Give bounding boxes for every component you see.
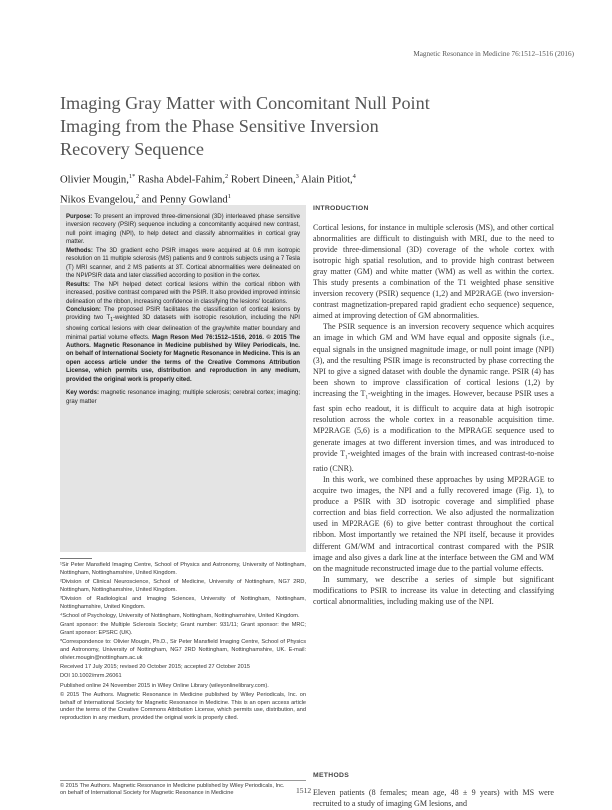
paragraph: In summary, we describe a series of simple but significant modifications to PSIR to increase its value in detecting and classifying cortical abnormalities, including making use of the NPI.	[313, 574, 554, 606]
introduction-body	[313, 222, 554, 607]
abstract-label: Key words:	[66, 390, 99, 397]
affiliation-sup: 3	[295, 173, 299, 180]
grant-info: Grant sponsor: the Multiple Sclerosis Society; Grant number: 931/11; Grant sponsor: the MRC; Grant sponsor: EPSRC (UK).	[60, 622, 306, 636]
abstract-text: The proposed PSIR facilitates the classification of cortical lesions by providing two T	[66, 306, 300, 322]
subscript: 1	[365, 395, 368, 401]
abstract-text: The NPI helped detect cortical lesions within the cortical ribbon with increased, positive contrast compared with the PSIR. It also provided improved intrinsic delineation of the ribbon, increasing confidence in classifying the lesions' locations.	[66, 281, 300, 305]
author: Robert Dineen,	[228, 174, 296, 186]
published-online: Published online 24 November 2015 in Wiley Online Library (wileyonlinelibrary.com).	[60, 682, 269, 689]
abstract-methods	[66, 247, 300, 281]
paragraph	[313, 321, 554, 474]
affiliation-sup: 2	[225, 173, 229, 180]
methods-heading: METHODS	[313, 772, 350, 779]
title-line: Imaging from the Phase Sensitive Inversion	[60, 116, 379, 136]
corresponding-mark: *	[132, 173, 136, 180]
abstract-text: To present an improved three-dimensional (3D) interleaved phase sensitive inversion recovery (PSIR) sequence including a concomitantly acquired new contrast, null point imaging (NPI), to help detect and classify abnormalities in cortical gray matter.	[66, 214, 300, 246]
paragraph-text: The PSIR sequence is an inversion recovery sequence which acquires an image in which GM and WM have equal and opposite signals (i.e., equal signals in the unsigned magnitude image, or null point image (NPI) (3), and the resulting PSIR image is reconstructed by phase correcting the NPI to give a signed dataset with double the dynamic range. PSIR (4) has been shown to improve classification of cortical lesions (1,2) by increasing the T	[313, 322, 554, 398]
affiliation-sup: 4	[352, 173, 356, 180]
correspondence: *Correspondence to: Olivier Mougin, Ph.D., Sir Peter Mansfield Imaging Centre, School of Physics and Astronomy, University of Nottingham, NG7 2RD Nottingham, Nottinghamshire, UK. E-mail: olivier.mougin@nottingham.ac.uk	[60, 639, 306, 661]
paragraph-text: -weighting in the images. However, because PSIR uses a fast spin echo readout, it is difficult to acquire data at high isotropic resolution across the whole cortex in a reasonable acquisition time. MP2RAGE (5,6) is a modification to the MPRAGE sequence used to generate images at two different inversion times, and was introduced to provide T	[313, 388, 554, 458]
paragraph: Eleven patients (8 females; mean age, 48 ± 9 years) with MS were recruited to a study of imaging GM lesions, and	[313, 788, 554, 809]
abstract-text: -weighted 3D datasets with isotropic resolution, including the NPI showing cortical lesions with clear delineation of the gray/white matter boundary and minimal partial volume effects.	[66, 315, 300, 341]
author: Nikos Evangelou,	[60, 194, 136, 206]
paragraph: In this work, we combined these approaches by using MP2RAGE to acquire two images, the NPI and a fully recovered image (Fig. 1), to produce a PSIR with 3D isotropic coverage and simplified phase correction and bias field correction. We also adjusted the normalization used in MP2RAGE (6) to give better contrast throughout the cortical ribbon. Most importantly we retained the NPI itself, because it provides different GM/WM and intracortical contrast compared with the PSIR image and also gives a dark line at the interface between the GM and WM on the magnitude reconstructed image due to the partial volume effects.	[313, 475, 554, 573]
abstract-results	[66, 281, 300, 306]
article-title	[60, 92, 530, 161]
affiliation-item: ³Division of Radiological and Imaging Sciences, University of Nottingham, Nottingham, Nottinghamshire, United Kingdom.	[60, 595, 306, 610]
affiliation-item: ²Division of Clinical Neuroscience, School of Medicine, University of Nottingham, NG7 2RD, Nottingham, Nottinghamshire, United Kingdom.	[60, 578, 306, 593]
abstract-label: Purpose:	[66, 214, 93, 220]
abstract-label: Results:	[66, 281, 90, 288]
abstract-label: Conclusion:	[66, 306, 101, 313]
author: Alain Pitiot,	[298, 174, 353, 186]
copyright-notice: © 2015 The Authors. Magnetic Resonance in Medicine published by Wiley Periodicals, Inc. on behalf of International Society for Magnetic Resonance in Medicine. This is an open access article under the terms of the Creative Commons Attribution License, which permits use, distribution, and reproduction in any medium, provided the original work is properly cited.	[60, 692, 306, 721]
title-line: Imaging Gray Matter with Concomitant Null Point	[60, 93, 430, 113]
affiliation-sup: 2	[135, 192, 140, 200]
author: and Penny Gowland	[139, 194, 228, 206]
page-footer: © 2015 The Authors. Magnetic Resonance in Medicine published by Wiley Periodicals, Inc. on behalf of International Society for Magnetic Resonance in Medicine	[60, 783, 285, 797]
page-number: 1512	[296, 786, 312, 795]
received-dates: Received 17 July 2015; revised 20 October 2015; accepted 27 October 2015	[60, 663, 250, 670]
introduction-heading: INTRODUCTION	[313, 205, 369, 212]
affiliation-item: ⁴School of Psychology, University of Nottingham, Nottingham, Nottinghamshire, United Kingdom.	[60, 612, 300, 619]
subscript: 1	[345, 455, 348, 461]
keywords	[66, 389, 300, 406]
author: Olivier Mougin,	[60, 174, 129, 186]
citation: Magn Reson Med 76:1512–1516, 2016. © 2015 The Authors. Magnetic Resonance in Medicine published by Wiley Periodicals, Inc. on behalf of International Society for Magnetic Resonance in Medicine. This is an open access article under the terms of the Creative Commons Attribution License, which permits use, distribution and reproduction in any medium, provided the original work is properly cited.	[66, 334, 300, 383]
author: Rasha Abdel-Fahim,	[135, 174, 226, 186]
abstract-label: Methods:	[66, 247, 93, 254]
subscript: 1	[110, 317, 113, 324]
doi: DOI 10.1002/mrm.26061	[60, 673, 122, 680]
abstract-text: The 3D gradient echo PSIR images were acquired at 0.6 mm isotropic resolution on 11 multiple sclerosis (MS) patients and 9 controls subjects using a 7 Tesla (T) MRI scanner, and 2 MS patients at 3T. Cortical abnormalities were delineated on the NPI/PSIR data and later classified according to position in the cortex.	[66, 247, 300, 280]
author-list	[60, 169, 540, 208]
affiliation-sup: 1	[227, 192, 231, 200]
methods-body	[313, 787, 554, 809]
title-line: Recovery Sequence	[60, 139, 204, 159]
affiliations	[60, 562, 306, 724]
affiliation-item: ¹Sir Peter Mansfield Imaging Centre, School of Physics and Astronomy, University of Nottingham, Nottingham, Nottinghamshire, United Kingdom.	[60, 562, 306, 576]
affiliation-rule	[60, 558, 92, 559]
keywords-text: magnetic resonance imaging; multiple sclerosis; cerebral cortex; imaging; gray matter	[66, 390, 300, 405]
journal-header: Magnetic Resonance in Medicine 76:1512–1516 (2016)	[413, 50, 574, 58]
abstract-purpose	[66, 213, 300, 247]
abstract-conclusion	[66, 306, 300, 384]
affiliation-sup: 1	[128, 173, 133, 180]
paragraph: Cortical lesions, for instance in multiple sclerosis (MS), and other cortical abnormalities are difficult to distinguish with MRI, due to the need to provide three-dimensional (3D) coverage of the whole cortex with isotropic high spatial resolution, and to provide high contrast between gray matter (GM) and white matter (WM) as well as within the cortex. This study presents a combination of the T1 weighted phase sensitive inversion recovery (PSIR) sequence (1,2) and MP2RAGE (two inversion-contrast magnetization-prepared rapid gradient echo sequence) sequence, aimed at improving detection of GM abnormalities.	[313, 223, 554, 321]
abstract	[66, 213, 300, 406]
footer-rule	[60, 780, 306, 781]
paragraph-text: -weighted images of the brain with increased contrast-to-noise ratio (CNR).	[313, 448, 554, 474]
